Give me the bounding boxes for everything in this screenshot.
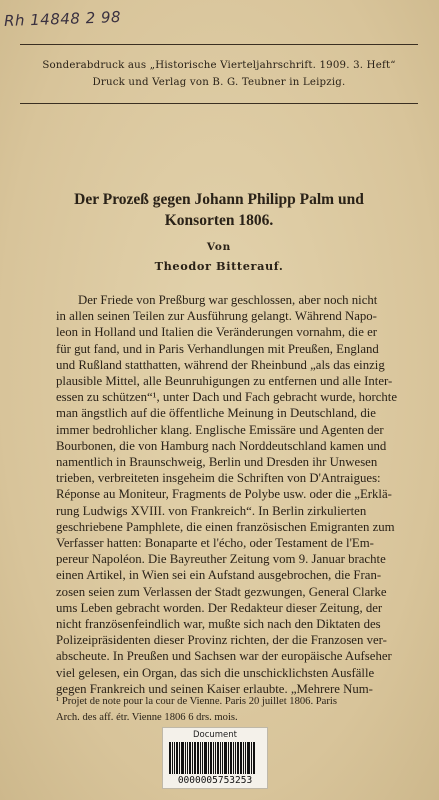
body-line: immer bedrohlicher klang. Englische Emissäre und Agenten der [56,422,384,437]
footnote-line-1: ¹ Projet de note pour la cour de Vienne. Paris 20 juillet 1806. Paris [56,696,337,707]
body-line: Der Friede von Preßburg war geschlossen, aber noch nicht [78,293,378,307]
byline: Von [206,241,232,253]
article-title-line-2: Konsorten 1806. [164,212,274,229]
footnote-line-2: Arch. des aff. étr. Vienne 1806 6 drs. mois. [56,712,238,723]
body-line: Bourbonen, die von Hamburg nach Norddeutschland kamen und [56,438,387,453]
header-source-line: Sonderabdruck aus „Historische Vierteljahrschrift. 1909. 3. Heft“ [42,60,396,71]
body-line: zosen seien zum Verlassen der Stadt gezwungen, General Clarke [56,584,387,599]
body-line: einen Artikel, in Wien sei ein Aufstand ausgebrochen, die Fran- [56,568,382,583]
body-line: ums Leben gebracht worden. Der Redakteur dieser Zeitung, der [56,600,383,615]
body-line: Polizeipräsidenten dieser Provinz richten, der die Franzosen ver- [56,633,387,648]
handwritten-shelfmark: Rh 14848 2 98 [3,7,122,31]
body-line: Réponse au Moniteur, Fragments de Polybe usw. oder die „Erklä- [56,487,392,502]
body-line: essen zu schützen“¹, unter Dach und Fach gebracht wurde, horchte [56,390,398,405]
library-barcode-label [162,727,268,789]
author-name: Theodor Bitterauf. [154,259,284,273]
barcode-icon [169,742,261,774]
body-line: rung Ludwigs XVIII. von Frankreich“. In Berlin zirkulierten [56,503,367,518]
body-line: man ängstlich auf die öffentliche Meinung in Deutschland, die [56,406,376,421]
label-number: 0000005753253 [177,775,253,786]
body-line: nicht französenfeindlich war, mußte sich nach den Diktaten des [56,617,381,631]
body-line: für gut fand, und in Paris Verhandlungen mit Preußen, England [56,341,379,356]
body-line: und Rußland statthatten, während der Rheinbund „als das einzig [56,357,385,372]
article-title-line-1: Der Prozeß gegen Johann Philipp Palm und [74,191,364,208]
offprint-header [20,44,418,104]
body-line: in allen seinen Teilen zur Ausführung gelangt. Während Napo- [56,309,377,324]
body-line: Verfasser hatten: Bonaparte et l'écho, oder Testament de l'Em- [56,536,374,550]
body-line: leon in Holland und Italien die Veränderungen vornahm, die er [56,325,378,340]
label-title: Document [192,730,238,740]
body-line: geschriebene Pamphlete, die einen französischen Emigranten zum [56,519,395,534]
body-line: pereur Napoléon. Die Bayreuther Zeitung vom 9. Januar brachte [56,552,386,567]
body-line: plausible Mittel, alle Beunruhigungen zu entfernen und alle Inter- [56,374,393,388]
body-line: abscheute. In Preußen und Sachsen war der europäische Aufseher [56,649,392,664]
body-line: trieben, verbreiteten insgeheim die Schriften von D'Antraigues: [56,471,381,486]
body-line: namentlich in Braunschweig, Berlin und Dresden ihr Unwesen [56,455,378,469]
header-publisher-line: Druck und Verlag von B. G. Teubner in Leipzig. [92,77,346,88]
body-line: gegen Frankreich und seinen Kaiser erlaubte. „Mehrere Num- [56,681,373,696]
body-line: viel gelesen, ein Organ, das sich die unschicklichsten Ausfälle [56,665,375,680]
